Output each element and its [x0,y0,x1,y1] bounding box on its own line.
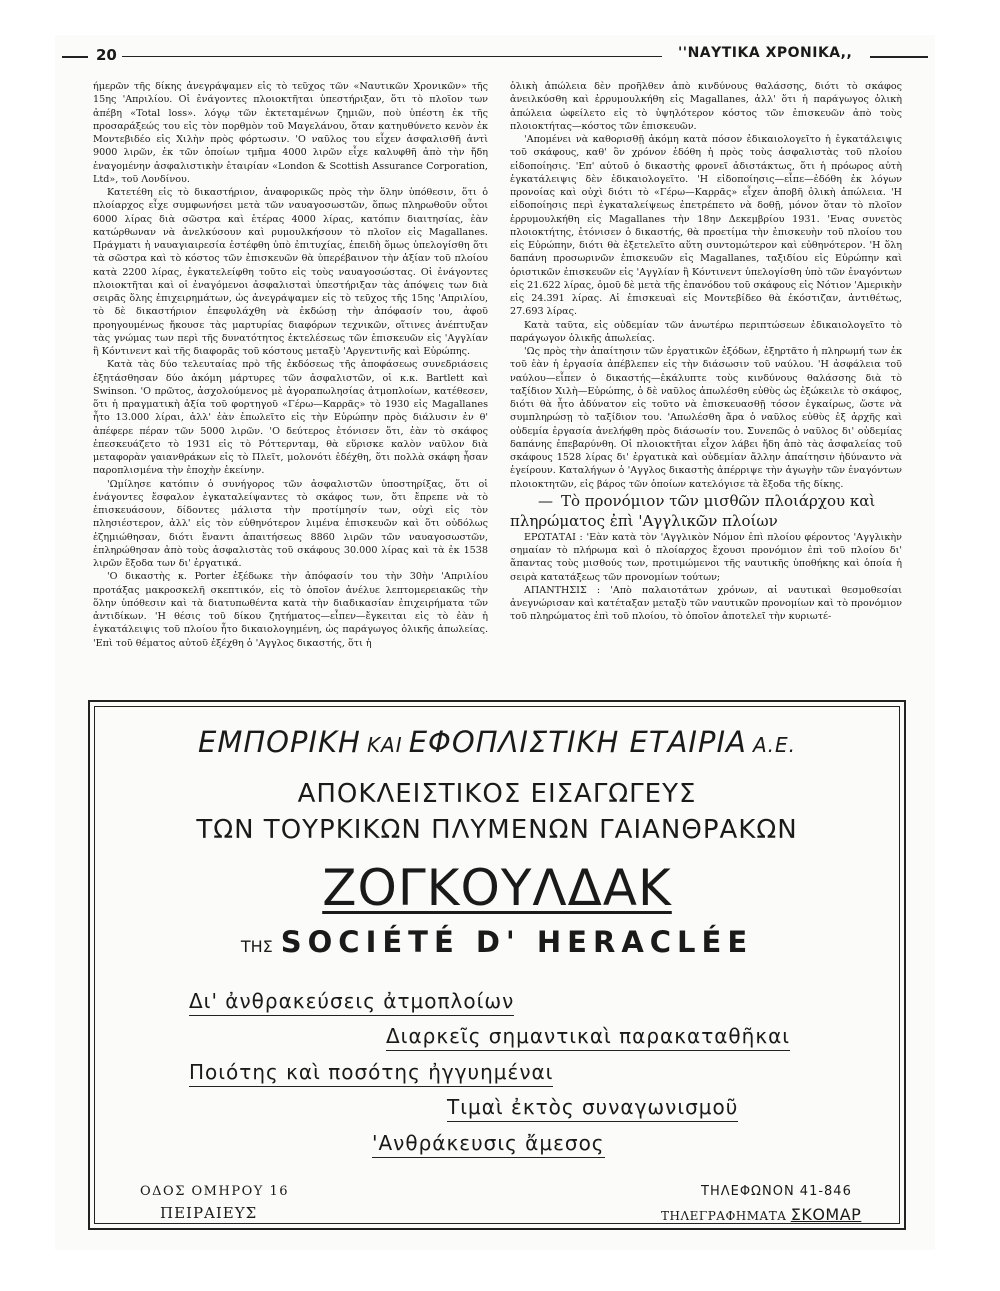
header-rule [62,56,88,58]
paragraph: ὁλικὴ ἀπώλεια δὲν προῆλθεν ἀπὸ κινδύνους θαλάσσης, διότι τὸ σκάφος ἀνειλκύσθη καὶ ἐρρυμουλκήθη εἰς Magallanes, ἀλλ' ὅτι ἡ παράγωγος ὁλικὴ ἀπώλεια ὠφείλετο εἰς τὸ ὑψηλότερον κόστος τῶν ἐπισκευῶν ἀπὸ τοὺς πλοιοκτήτας—κόστος τῶν ἐπισκευῶν. [510,81,902,132]
ad-phone: ΤΗΛΕΦΩΝΟΝ 41-846 [701,1184,852,1199]
company-word: ΕΦΟΠΛΙΣΤΙΚΗ ΕΤΑΙΡΙΑ [408,725,747,759]
header-rule [122,56,662,57]
societe-name: SOCIÉTÉ D' HERACLÉE [280,925,754,959]
ad-societe-line [95,925,899,959]
ad-company-name [95,725,899,759]
ad-brand [95,859,899,917]
ad-slogan: Ποιότης καὶ ποσότης ἠγγυημέναι [189,1060,553,1087]
ad-slogan: Δι' ἀνθρακεύσεις ἀτμοπλοίων [189,989,514,1016]
ad-importer-line: ΑΠΟΚΛΕΙΣΤΙΚΟΣ ΕΙΣΑΓΩΓΕΥΣ [297,779,697,809]
section-title: Τὸ προνόμιον τῶν μισθῶν πλοιάρχου καὶ πληρώματος ἐπὶ 'Αγγλικῶν πλοίων [510,491,876,530]
heading-dash: — [538,491,553,510]
of-label: ΤΗΣ [240,937,273,956]
paragraph: 'Απομένει νὰ καθορισθῇ ἀκόμη κατὰ πόσον ἐδικαιολογεῖτο ἡ ἐγκατάλειψις τοῦ σκάφους, καθ' ὃν χρόνον ἐδόθη ἡ πρὸς τοὺς ἀσφαλιστὰς τοῦ πλοίου εἰδοποίησις. 'Επ' αὐτοῦ ὁ δικαστὴς φρονεῖ ἀδιστάκτως, ὅτι ἡ πρόωρος αὐτὴ ἐγκατάλειψις δὲν ἐδικαιολογεῖτο. 'Η εἰδοποίησις—εἶπε—ἐδόθη ἐκ λόγων προνοίας καὶ οὐχὶ διότι τὸ «Γέρω—Καρρᾶς» εἶχεν ἀποβῆ ὁλικὴ ἀπώλεια. 'Η εἰδοποίησις περὶ ἐγκαταλείψεως ἐπετρέπετο νὰ δοθῇ, μόνον ὅταν τὸ πλοῖον ἐρρυμουλκήθη εἰς Magallanes τὴν 18ην Δεκεμβρίου 1931. 'Ενας συνετὸς πλοιοκτήτης, ἐτόνισεν ὁ δικαστής, θὰ προετίμα τὴν ἐπισκευὴν τοῦ πλοίου του εἰς Εὐρώπην, διότι θὰ ἐξετελεῖτο αὕτη συντομώτερον καὶ εὐθηνότερον. 'Η ὅλη δαπάνη προσωρινῶν ἐπισκευῶν εἰς Magallanes, ταξιδίου εἰς Εὐρώπην καὶ ὁριστικῶν ἐπισκευῶν εἰς 'Αγγλίαν ἢ Κόντινεντ ὑπελογίσθη ὑπὸ τῶν ἐναγόντων εἰς 21.622 λίρας, ὁμοῦ δὲ μετὰ τῆς ἐπανόδου τοῦ σκάφους εἰς Νότιον 'Αμερικὴν εἰς 24.391 λίρας. Αἱ ἐπισκευαὶ εἰς Μοντεβίδεο θὰ ἐκόστιζαν, ἀντιθέτως, 27.693 λίρας. [510,134,902,318]
answer-label: ΑΠΑΝΤΗΣΙΣ : [524,584,601,596]
question-text: 'Εὰν κατὰ τὸν 'Αγγλικὸν Νόμον ἐπὶ πλοίου φέροντος 'Αγγλικὴν σημαίαν τὸ πλήρωμα καὶ ὁ πλοίαρχος ἔχουσι προνόμιον ἐπὶ τοῦ πλοίου δι' ἅπαντας τοὺς μισθούς των, προτιμώμενοι τῆς ναυτικῆς ὑποθήκης καὶ ὁποία ἡ σειρὰ κατατάξεως τῶν προνομίων τούτων; [510,531,902,583]
telegram-label: ΤΗΛΕΓΡΑΦΗΜΑΤΑ [661,1209,787,1223]
question-paragraph [510,531,902,584]
right-column [510,80,902,624]
header-rule [870,56,928,58]
ad-slogan: 'Ανθράκευσις ἄμεσος [372,1131,605,1158]
company-word: Α.Ε. [752,733,796,757]
ad-address-street: ΟΔΟΣ ΟΜΗΡΟΥ 16 [140,1184,289,1199]
ad-slogan: Τιμαὶ ἐκτὸς συναγωνισμοῦ [447,1095,738,1122]
company-word: ΚΑΙ [366,733,403,757]
question-label: ΕΡΩΤΑΤΑΙ : [524,531,583,543]
paragraph: 'Ωμίλησε κατόπιν ὁ συνήγορος τῶν ἀσφαλιστῶν ὑποστηρίξας, ὅτι οἱ ἐνάγοντες ἔσφαλον ἐγκαταλείψαντες τὸ σκάφος των, ὅτι ἔπρεπε νὰ τὸ ἐπισκευάσουν, δίδοντες μάλιστα τὴν προτίμησίν των, οὐχὶ εἰς τὸν πλησιέστερον, ἀλλ' εἰς τὸν εὐθηνότερον λιμένα ἐπισκευῶν καὶ ὅτι οὐδόλως ἐζημιώθησαν, διότι ἔναντι ἀπαιτήσεως 8860 λιρῶν τῶν ναυαγοσωστῶν, ἐπληρώθησαν ἀπὸ τοὺς ἀσφαλιστὰς τοῦ σκάφους 30.000 λίρας καὶ τὰ ἐκ 1538 λιρῶν ἔξοδα των δι' ἐργατικά. [93,478,488,569]
paragraph: ήμερῶν τῆς δίκης ἀνεγράψαμεν εἰς τὸ τεῦχος τῶν «Ναυτικῶν Χρονικῶν» τῆς 15ης 'Απριλίου. Οἱ ἐνάγοντες πλοιοκτῆται ὑπεστήριξαν, ὅτι τὸ πλοῖον των ἀπέβη «Total loss». λόγῳ τῶν ἐκτεταμένων ζημιῶν, ποὺ ὑπέστη ἐκ τῆς προσαράξεώς του εἰς τὸν πορθμὸν τοῦ Μαγελάνου, ὅταν κατηυθύνετο κενὸν ἐκ Μοντεβιδέο εἰς Χιλὴν πρὸς φόρτωσιν. 'Ο ναῦλος του εἶχεν ἀσφαλισθῆ ἀντὶ 9000 λιρῶν, ἐκ τῶν ὁποίων τμῆμα 4000 λιρῶν εἶχε καλυφθῆ ἀπὸ τὴν ἤδη ἐναγομένην ἀσφαλιστικὴν ἑταιρίαν «London & Scottish Assurance Corporation, Ltd», τοῦ Λονδίνου. [93,81,488,185]
left-column [93,80,488,650]
page-number: 20 [96,46,117,64]
paragraph: 'Ο δικαστὴς κ. Porter ἐξέδωκε τὴν ἀπόφασίν του τὴν 30ὴν 'Απριλίου προτάξας μακροσκελῆ σκεπτικόν, εἰς τὸ ὁποῖον ἀνέλυε λεπτομερειακῶς τὴν ὅλην ὑπόθεσιν καὶ τὰ διατυπωθέντα κατὰ τὴν διαδικασίαν ἐπιχειρήματα τῶν ἀντιδίκων. 'Η θέσις τοῦ δίκου ζητήματος—εἶπεν—ἔγκειται εἰς τὸ ἐὰν ἡ ἐγκατάλειψις τοῦ πλοίου ἦτο δικαιολογημένη, ὡς παράγωγος ὁλικῆς ἀπωλείας. 'Επὶ τοῦ θέματος αὐτοῦ ἐξέχθη ὁ 'Αγγλος δικαστής, ὅτι ἡ [93,571,488,649]
ad-address-city: ΠΕΙΡΑΙΕΥΣ [160,1204,258,1222]
telegram-code: ΣΚΟΜΑΡ [790,1205,862,1224]
paragraph: Κατὰ ταῦτα, εἰς οὐδεμίαν τῶν ἀνωτέρω περιπτώσεων ἐδικαιολογεῖτο τὸ παράγωγον ὁλικῆς ἀπωλείας. [510,319,902,344]
paragraph: Κατὰ τὰς δύο τελευταίας πρὸ τῆς ἐκδόσεως τῆς ἀποφάσεως συνεδριάσεις ἐξητάσθησαν δύο ἀκόμη μάρτυρες τῶν ἀσφαλιστῶν, οἱ κ.κ. Bartlett καὶ Swinson. 'Ο πρῶτος, ἀσχολούμενος μὲ ἀγοραπωλησίας ἀτμοπλοίων, κατέθεσεν, ὅτι ἡ πραγματικὴ ἀξία τοῦ φορτηγοῦ «Γέρω—Καρρᾶς» τὸ 1930 εἰς Magallanes ἦτο 13.000 λίραι, ἀλλ' ἐὰν ἐπωλεῖτο εἰς τὴν Εὐρώπην πρὸς διάλυσιν ἐν θ' ἀπέφερε πέραν τῶν 5000 λιρῶν. 'Ο δεύτερος ἐτόνισεν ὅτι, ἐὰν τὸ σκάφος ἐπεσκευάζετο τὸ 1931 εἰς τὸ Ρόττερνταμ, θὰ εὕρισκε καλὸν ναῦλον διὰ μεταφορὰν γαιανθράκων εἰς τὸ Πλεῖτ, μολονότι ἐδέχθη, ὅτι πολλὰ σκάφη ἦσαν παροπλισμένα τὴν ἐποχὴν ἐκείνην. [93,359,488,477]
ad-product-line: ΤΩΝ ΤΟΥΡΚΙΚΩΝ ΠΛΥΜΕΝΩΝ ΓΑΙΑΝΘΡΑΚΩΝ [196,815,798,845]
ad-inner-frame [94,706,900,1224]
page-header [60,44,930,70]
advertisement [88,700,906,1230]
brand-name: ΖΟΓΚΟΥΛΔΑΚ [322,859,672,917]
paragraph: Κατετέθη εἰς τὸ δικαστήριον, ἀναφορικῶς πρὸς τὴν ὅλην ὑπόθεσιν, ὅτι ὁ πλοίαρχος εἶχε συμφωνήσει μετὰ τῶν ναυαγοσωστῶν, ὅπως πληρωθοῦν οὗτοι 6000 λίρας διὰ σῶστρα καὶ ἑτέρας 4000 λίρας, κατόπιν διαιτησίας, ἐὰν κατώρθωναν νὰ ἀνελκύσουν καὶ ρυμουλκήσουν τὸ πλοῖον εἰς Magallanes. Πράγματι ἡ ναυαγιαιρεσία ἐστέφθη ὑπὸ ἐπιτυχίας, ἐπειδὴ ὅμως ὑπελογίσθη ὅτι τὰ σῶστρα καὶ τὸ κόστος τῶν ἐπισκευῶν θὰ ὑπερέβαινον τὴν ἀξίαν τοῦ πλοίου κατὰ 2200 λίρας, ἐγκατελείφθη τοῦτο εἰς τοὺς ναυαγοσώστας. Οἱ ἐνάγοντες πλοιοκτῆται καὶ οἱ ἐναγόμενοι ἀσφαλισταὶ ὑπεστήριξαν τὰς ἀπόψεις των διὰ σειρᾶς ὅλης ἐπιχειρημάτων, ὡς ἀνεγράψαμεν εἰς τὸ τεῦχος τῆς 15ης 'Απριλίου, τὸ δὲ δικαστήριον ἐπεφυλάχθη νὰ ἐκδώσῃ τὴν ἀπόφασίν του, ἀφοῦ προηγουμένως ἤκουσε τὰς μαρτυρίας διαφόρων τεχνικῶν, οἵτινες ἀνέπτυξαν τὰς γνώμας των περὶ τῆς δυνατότητος ἐκτελέσεως τῶν ἐπισκευῶν εἰς 'Αγγλίαν ἢ Κόντινεντ καὶ τῆς διαφορᾶς τοῦ κόστους μεταξὺ 'Αργεντινῆς καὶ Εὐρώπης. [93,187,488,357]
ad-slogan: Διαρκεῖς σημαντικαὶ παρακαταθῆκαι [386,1024,790,1051]
answer-paragraph [510,584,902,624]
paragraph: 'Ως πρὸς τὴν ἀπαίτησιν τῶν ἐργατικῶν ἐξόδων, ἐξηρτᾶτο ἡ πληρωμή των ἐκ τοῦ ἐὰν ἡ ἐργασία ἀπέβλεπεν εἰς τὴν διάσωσιν τοῦ ναύλου. 'Η ἀσφάλεια τοῦ ναύλου—εἶπεν ὁ δικαστής—ἐκάλυπτε τοὺς κινδύνους θαλάσσης διὰ τὸ ταξίδιον Χιλὴ—Εὐρώπης, ὁ δὲ ναῦλος ἀπωλέσθη εὐθὺς ὡς ἐξώκειλε τὸ σκάφος, διότι θὰ ἦτο ἀδύνατον εἰς τοῦτο νὰ ἐπισκευασθῇ τόσον ἐγκαίρως, ὥστε νὰ συμπληρώσῃ τὸ ταξίδιον του. 'Απωλέσθη ἄρα ὁ ναῦλος εὐθὺς ἐξ ἀρχῆς καὶ οὐδεμία ἐργασία ἀνελήφθη πρὸς διάσωσίν του. Συνεπῶς ὁ ναῦλος δι' οὐδεμίας δαπάνης ἐπεβαρύνθη. Οἱ πλοιοκτῆται εἶχον λάβει ἤδη ἀπὸ τὰς ἀσφαλείας τοῦ σκάφους 1528 λίρας δι' ἐργατικὰ καὶ οὐδεμίαν ἄλλην ἀπαίτησιν ἠδύναντο νὰ ἐγείρουν. Καταλήγων ὁ 'Αγγλος δικαστὴς ἀπέρριψε τὴν ἀγωγὴν τῶν ἐναγόντων πλοιοκτητῶν, εἰς βάρος τῶν ὁποίων κατελόγισε τὰ ἔξοδα τῆς δίκης. [510,346,902,490]
company-word: ΕΜΠΟΡΙΚΗ [198,725,361,759]
section-heading [510,491,902,531]
ad-telegram [661,1205,861,1224]
answer-text: 'Απὸ παλαιοτάτων χρόνων, αἱ ναυτικαὶ θεσμοθεσίαι ἀνεγνώρισαν καὶ κατέταξαν μεταξὺ τῶν ναυτικῶν προνομίων καὶ τὸ προνόμιον τοῦ πληρώματος ἐπὶ τοῦ πλοίου, τὸ ὁποῖον ἀποτελεῖ τὴν κυριωτέ- [510,584,902,623]
journal-title: ''ΝΑΥΤΙΚΑ ΧΡΟΝΙΚΑ,, [678,45,853,61]
